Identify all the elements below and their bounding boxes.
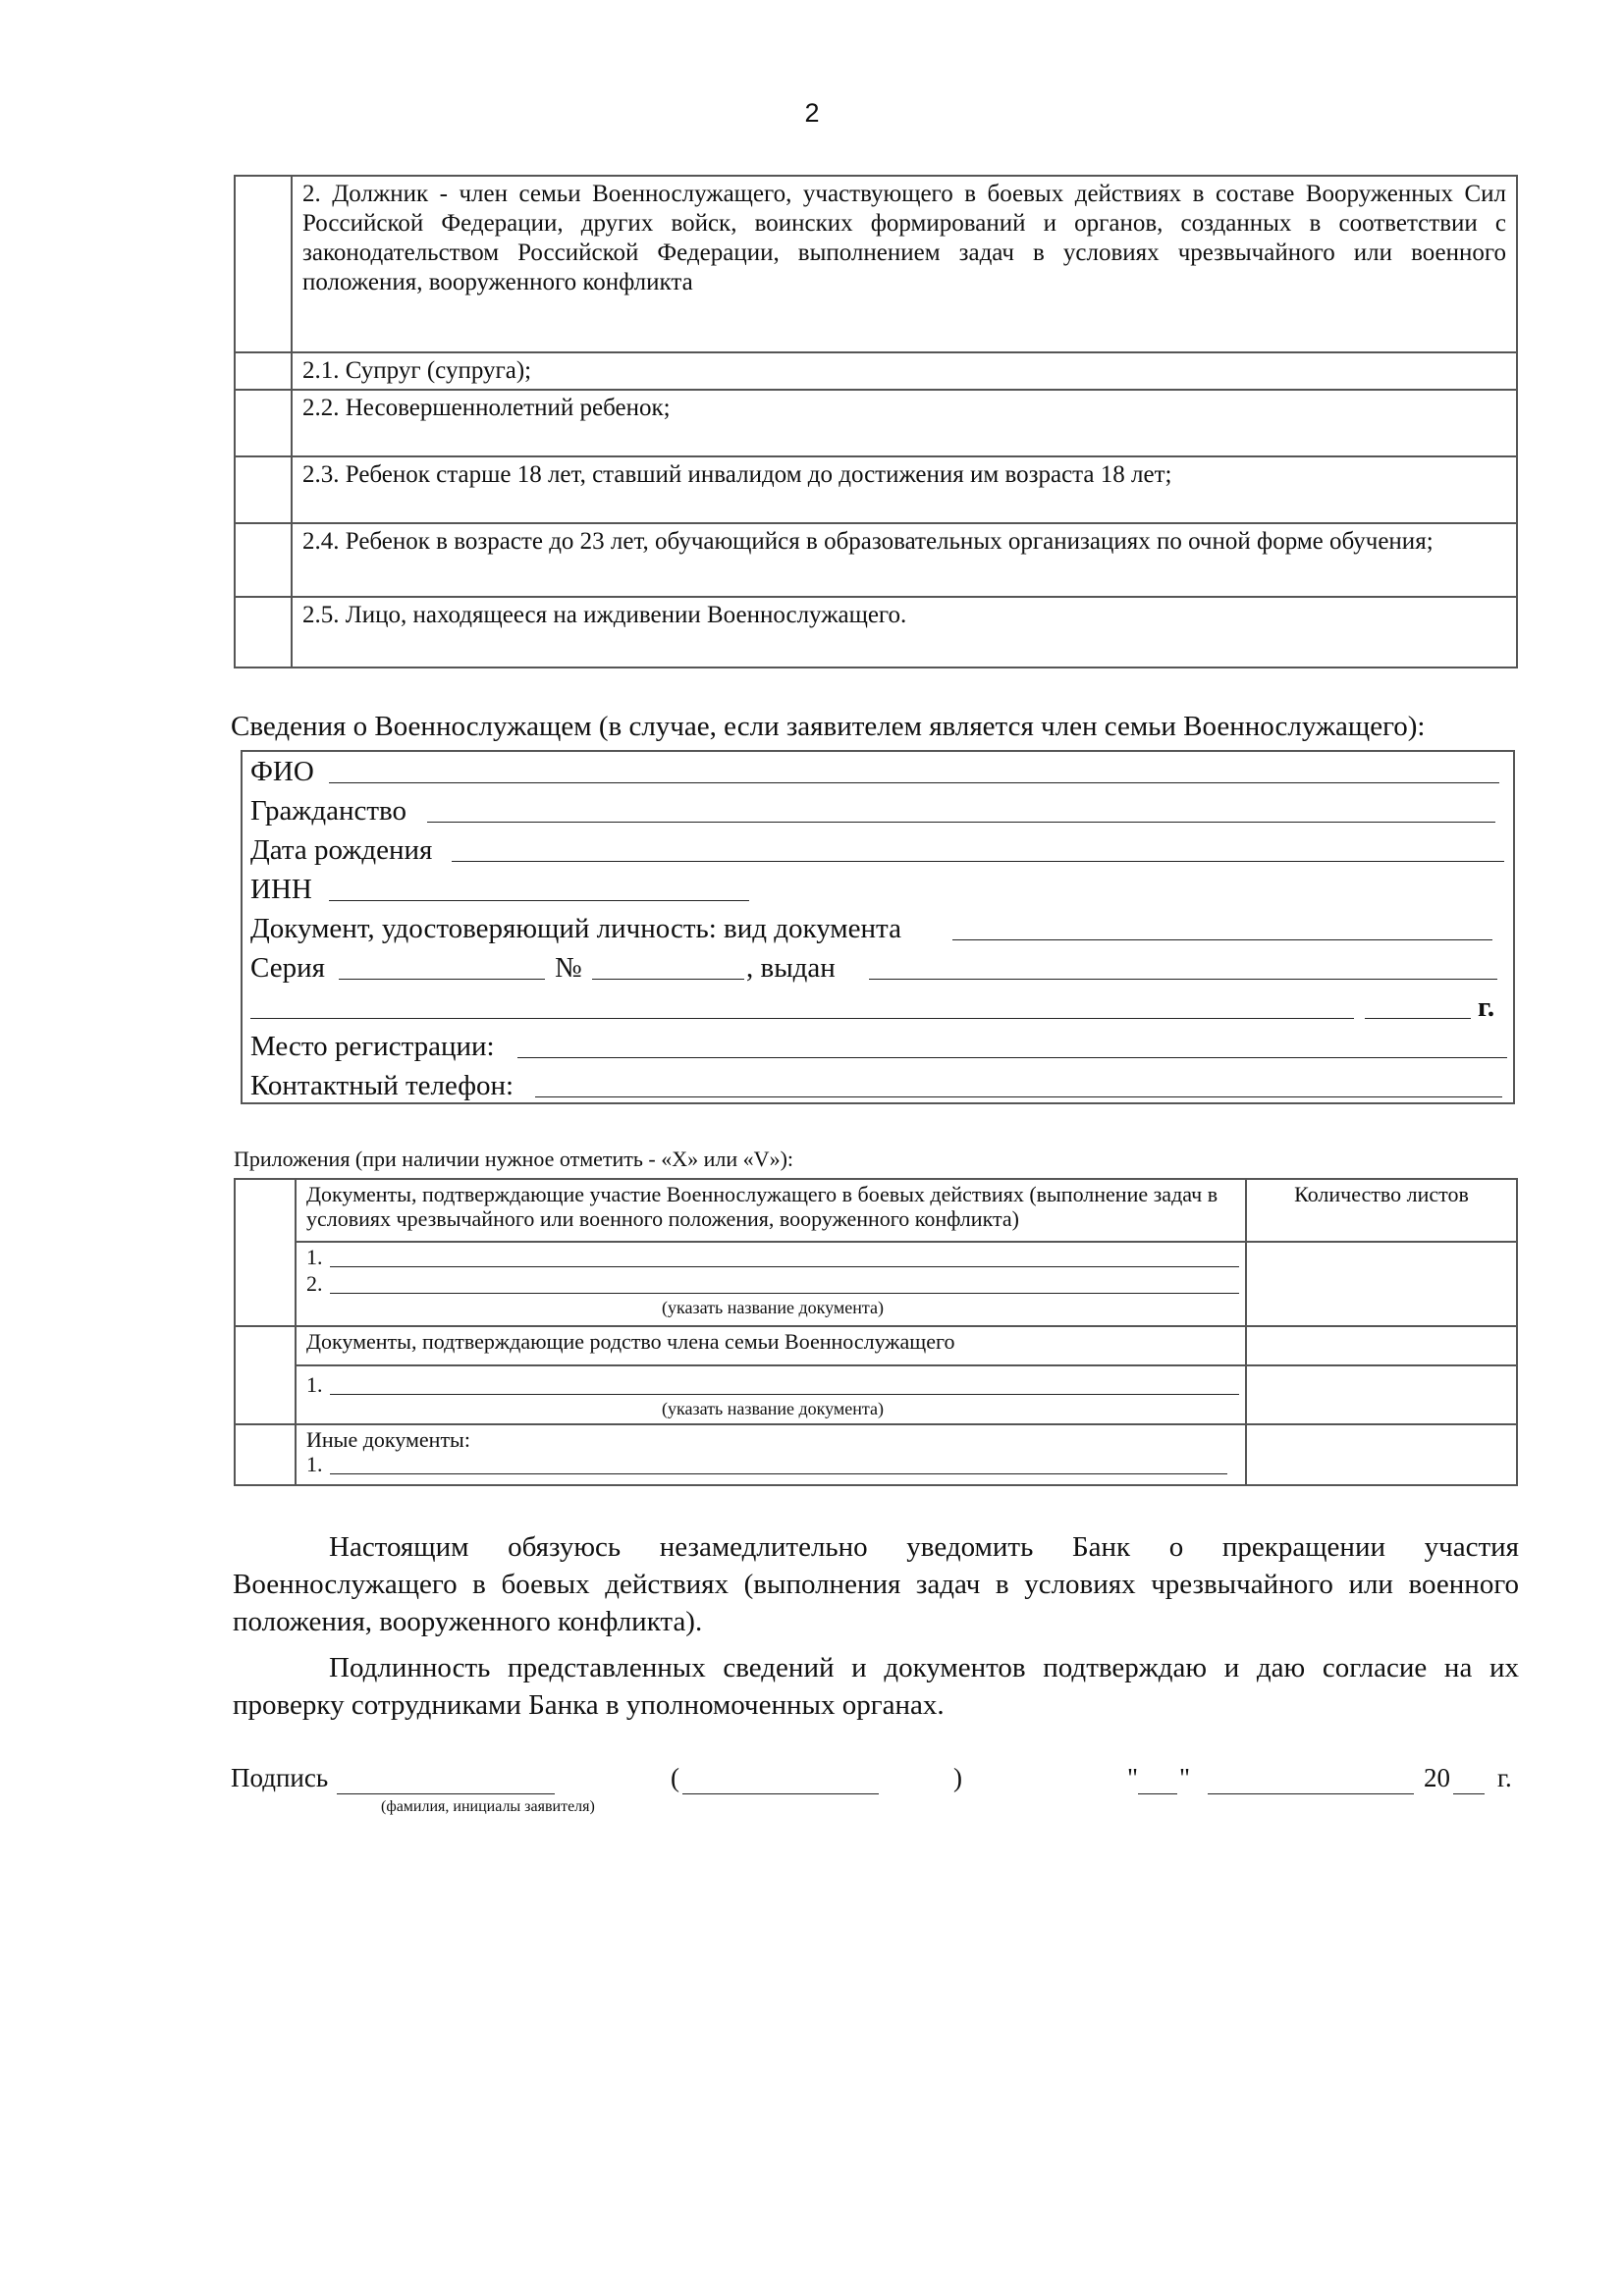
military-doc-field-2[interactable]: [330, 1293, 1239, 1294]
phone-row: [250, 1066, 1505, 1105]
inn-label: ИНН: [250, 874, 312, 905]
checkbox-military-docs[interactable]: [235, 1179, 296, 1326]
issued-continuation-field[interactable]: [250, 1018, 1354, 1019]
commitment-paragraph: Настоящим обязуюсь незамедлительно уведомить Банк о прекращении участия Военнослужащего в боевых действиях (выполнения задач в условиях чрезвычайного или военного положения, вооруженного конфликта).: [233, 1531, 1519, 1637]
series-field[interactable]: [339, 979, 545, 980]
id-document-row: [250, 909, 1505, 948]
checkbox-other-docs[interactable]: [235, 1424, 296, 1485]
year-field[interactable]: [1453, 1793, 1485, 1794]
debtor-item-student: 2.4. Ребенок в возрасте до 23 лет, обучающийся в образовательных организациях по очной форме обучения;: [292, 523, 1517, 597]
series-label: Серия: [250, 952, 325, 984]
attachments-title: Приложения (при наличии нужное отметить - «X» или «V»):: [234, 1147, 794, 1171]
military-doc-line-1: 1.: [306, 1245, 1235, 1271]
issued-label: , выдан: [746, 952, 836, 984]
military-doc-line-2: 2.: [306, 1271, 1235, 1298]
fio-label: ФИО: [250, 756, 314, 787]
citizenship-label: Гражданство: [250, 795, 407, 827]
military-info-title: Сведения о Военнослужащем (в случае, если заявителем является член семьи Военнослужащего):: [231, 711, 1426, 742]
year-suffix: г.: [1478, 991, 1495, 1023]
page-number: 2: [804, 98, 820, 128]
fio-field[interactable]: [329, 782, 1499, 783]
military-docs-count[interactable]: [1246, 1242, 1517, 1326]
debtor-category-table: [234, 175, 1518, 668]
registration-row: [250, 1027, 1505, 1066]
military-docs-lines: [296, 1242, 1246, 1326]
birth-date-field[interactable]: [452, 861, 1504, 862]
kinship-docs-lines: [296, 1365, 1246, 1424]
military-docs-header: Документы, подтверждающие участие Военнослужащего в боевых действиях (выполнение задач в условиях чрезвычайного или военного положения, вооруженного конфликта): [296, 1179, 1246, 1242]
id-document-label: Документ, удостоверяющий личность: вид документа: [250, 913, 901, 944]
number-label: №: [555, 952, 582, 984]
quote-open: ": [1127, 1763, 1139, 1792]
kinship-doc-field-1[interactable]: [330, 1394, 1239, 1395]
passport-row: [250, 948, 1505, 988]
inn-field[interactable]: [329, 900, 749, 901]
citizenship-field[interactable]: [427, 822, 1495, 823]
checkbox-cell-2[interactable]: [235, 176, 292, 352]
kinship-docs-count-top[interactable]: [1246, 1326, 1517, 1365]
checkbox-cell-2-5[interactable]: [235, 597, 292, 667]
other-doc-line-1: 1.: [306, 1452, 1235, 1478]
kinship-docs-header: Документы, подтверждающие родство члена семьи Военнослужащего: [296, 1326, 1246, 1365]
phone-label: Контактный телефон:: [250, 1070, 514, 1101]
confirmation-paragraph: Подлинность представленных сведений и документов подтверждаю и даю согласие на их проверку сотрудниками Банка в уполномоченных органах.: [233, 1652, 1519, 1721]
checkbox-cell-2-2[interactable]: [235, 390, 292, 456]
close-paren: ): [953, 1763, 962, 1792]
issued-year-field[interactable]: [1365, 1018, 1471, 1019]
month-field[interactable]: [1208, 1793, 1414, 1794]
kinship-doc-line-1: 1.: [306, 1372, 1235, 1399]
phone-field[interactable]: [535, 1096, 1502, 1097]
inn-row: [250, 870, 1505, 909]
number-field[interactable]: [592, 979, 744, 980]
kinship-hint: (указать название документа): [662, 1399, 884, 1418]
checkbox-cell-2-4[interactable]: [235, 523, 292, 597]
kinship-docs-count[interactable]: [1246, 1365, 1517, 1424]
day-field[interactable]: [1138, 1793, 1177, 1794]
debtor-intro: 2. Должник - член семьи Военнослужащего, участвующего в боевых действиях в составе Вооруженных Сил Российской Федерации, других войск, воинских формирований и органов, созданных в соответствии с законодательством Российской Федерации, выполнением задач в условиях чрезвычайного или военного положения, вооруженного конфликта: [292, 176, 1517, 352]
issued-field[interactable]: [869, 979, 1497, 980]
registration-label: Место регистрации:: [250, 1031, 495, 1062]
id-document-field[interactable]: [952, 939, 1492, 940]
quote-close: ": [1179, 1763, 1191, 1792]
other-docs-header: Иные документы:: [306, 1427, 470, 1452]
century-label: 20: [1424, 1763, 1450, 1792]
name-initials-field[interactable]: [682, 1793, 879, 1794]
birth-date-row: [250, 830, 1505, 870]
signature-field[interactable]: [337, 1793, 555, 1794]
signature-row: [231, 1761, 1519, 1800]
other-docs-cell: [296, 1424, 1246, 1485]
doc-name-hint: (указать название документа): [662, 1298, 884, 1317]
checkbox-cell-2-1[interactable]: [235, 352, 292, 390]
registration-field[interactable]: [517, 1057, 1507, 1058]
debtor-item-spouse: 2.1. Супруг (супруга);: [292, 352, 1517, 390]
debtor-item-dependent: 2.5. Лицо, находящееся на иждивении Военнослужащего.: [292, 597, 1517, 667]
debtor-item-minor: 2.2. Несовершеннолетний ребенок;: [292, 390, 1517, 456]
fio-row: [250, 752, 1505, 791]
signature-label: Подпись: [231, 1763, 329, 1792]
count-header: Количество листов: [1246, 1179, 1517, 1242]
attachments-table: [234, 1178, 1518, 1486]
citizenship-row: [250, 791, 1505, 830]
signature-hint: (фамилия, инициалы заявителя): [381, 1798, 595, 1815]
year-suffix-sign: г.: [1497, 1763, 1512, 1792]
birth-date-label: Дата рождения: [250, 834, 433, 866]
other-docs-count[interactable]: [1246, 1424, 1517, 1485]
military-doc-field-1[interactable]: [330, 1266, 1239, 1267]
debtor-item-disabled-child: 2.3. Ребенок старше 18 лет, ставший инвалидом до достижения им возраста 18 лет;: [292, 456, 1517, 523]
military-info-box: [241, 750, 1515, 1104]
open-paren: (: [671, 1763, 679, 1792]
issued-continuation-row: [250, 988, 1505, 1027]
checkbox-cell-2-3[interactable]: [235, 456, 292, 523]
checkbox-kinship-docs[interactable]: [235, 1326, 296, 1424]
other-doc-field-1[interactable]: [330, 1473, 1227, 1474]
